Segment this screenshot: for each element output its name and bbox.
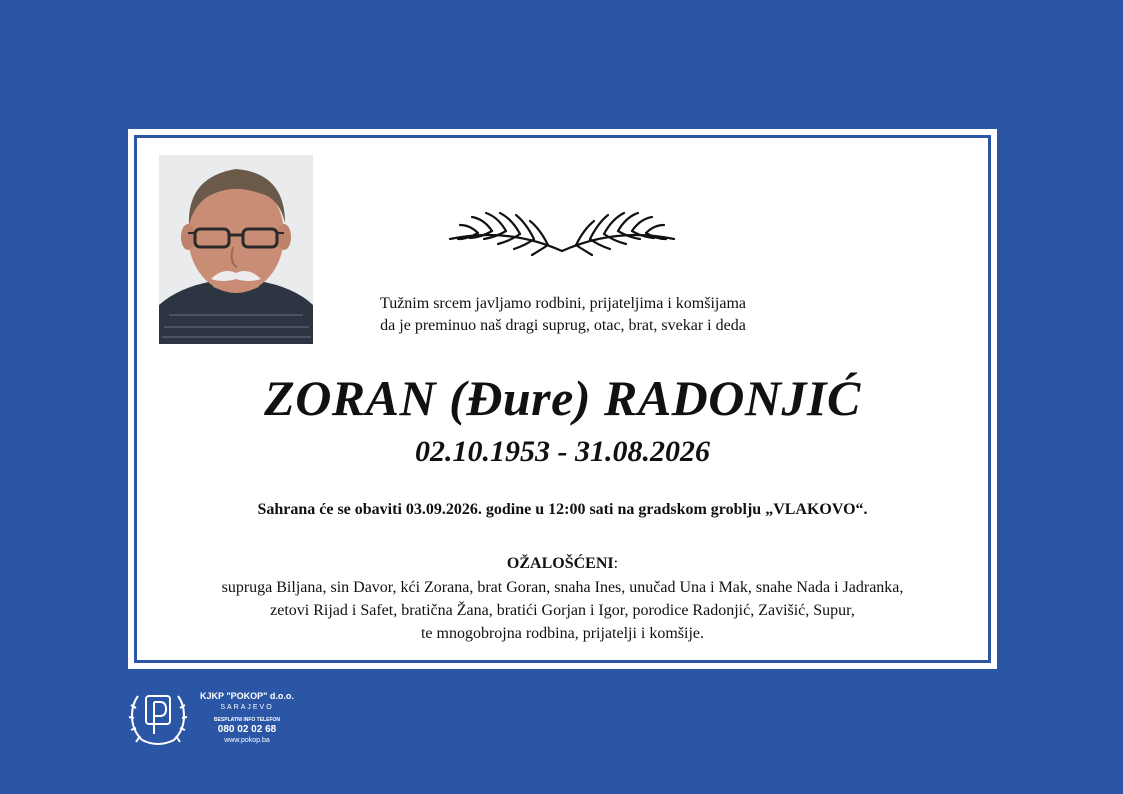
life-dates: 02.10.1953 - 31.08.2026 [415, 435, 710, 468]
obituary-card [128, 129, 997, 669]
info-phone-number: 080 02 02 68 [217, 724, 277, 735]
portrait-photo [159, 155, 313, 344]
mourners-line-2: zetovi Rijad i Safet, bratična Žana, bratići Gorjan i Igor, porodice Radonjić, Zavišić, Supur, [270, 602, 855, 619]
funeral-details: Sahrana će se obaviti 03.09.2026. godine u 12:00 sati na gradskom groblju „VLAKOVO“. [257, 501, 868, 518]
mourners-list [128, 576, 997, 645]
company-website: www.pokop.ba [224, 737, 270, 744]
mourners-title: OŽALOŠĆENI [506, 555, 614, 572]
mourners-colon: : [613, 555, 619, 572]
announcement-line-2: da je preminuo naš dragi suprug, otac, brat, svekar i deda [380, 317, 746, 334]
company-logo [128, 690, 298, 748]
mourners-line-1: supruga Biljana, sin Davor, kći Zorana, brat Goran, snaha Ines, unučad Una i Mak, snahe Nada i Jadranka, [221, 579, 904, 596]
company-city: SARAJEVO [220, 704, 274, 711]
mourners-line-3: te mnogobrojna rodbina, prijatelji i komšije. [420, 625, 705, 642]
info-phone-label: BESPLATNI INFO TELEFON [213, 717, 281, 723]
company-info [192, 690, 302, 745]
deceased-name: ZORAN (Đure) RADONJIĆ [264, 370, 861, 426]
pokop-logo-icon [128, 690, 188, 748]
company-name: KJKP "POKOP" d.o.o. [200, 691, 294, 701]
mourners-heading [128, 555, 997, 573]
announcement-line-1: Tužnim srcem javljamo rodbini, prijateljima i komšijama [379, 295, 746, 312]
announcement-text [298, 293, 828, 337]
palm-branches-icon [448, 199, 676, 261]
